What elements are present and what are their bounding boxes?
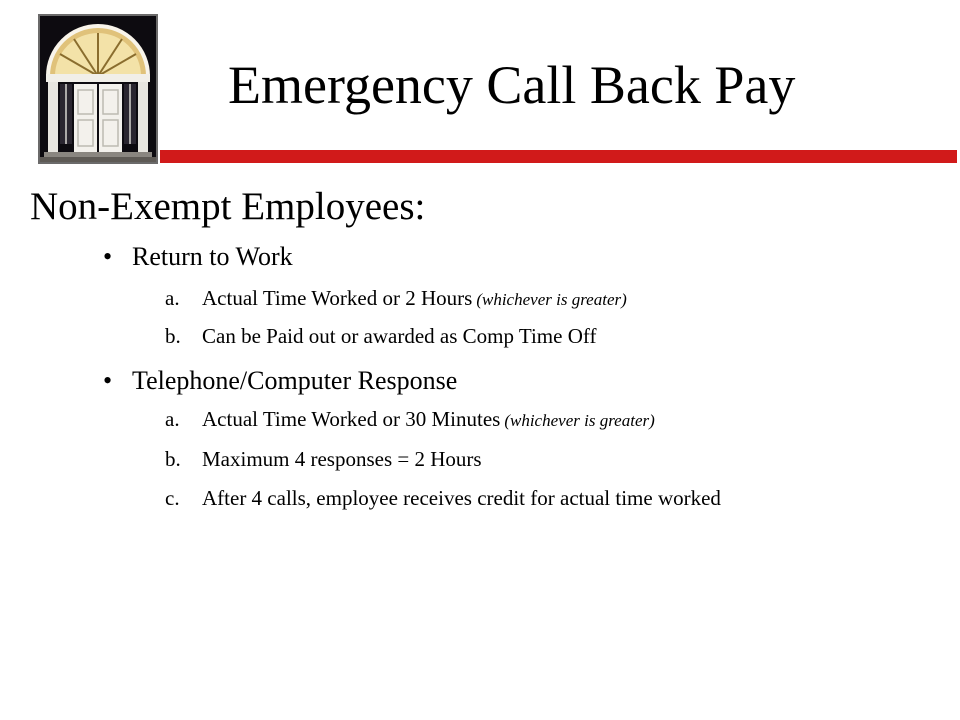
sub-item (165, 445, 482, 473)
sub-item-marker: a. (165, 407, 180, 431)
sub-item-text: Can be Paid out or awarded as Comp Time Off (202, 324, 597, 348)
bullet-label: Telephone/Computer Response (132, 366, 458, 395)
sub-item-marker: c. (165, 486, 180, 510)
sub-item-note: (whichever is greater) (476, 290, 627, 309)
slide-title: Emergency Call Back Pay (228, 55, 796, 115)
doorway-photo (38, 14, 158, 164)
bullet-item (103, 364, 457, 398)
sub-item-note: (whichever is greater) (504, 411, 655, 430)
sub-item (165, 405, 655, 435)
sub-item (165, 284, 627, 314)
bullet-label: Return to Work (132, 242, 293, 271)
sub-item-marker: b. (165, 324, 181, 348)
sub-item-text: After 4 calls, employee receives credit for actual time worked (202, 486, 721, 510)
sub-item-marker: b. (165, 447, 181, 471)
sub-item-text: Actual Time Worked or 30 Minutes (202, 407, 501, 431)
sub-item (165, 484, 721, 512)
sub-item (165, 322, 597, 350)
sub-item-text: Actual Time Worked or 2 Hours (202, 286, 473, 310)
section-heading: Non-Exempt Employees: (30, 185, 426, 228)
title-accent-bar (160, 150, 957, 163)
bullet-dot: • (103, 242, 113, 271)
sub-item-text: Maximum 4 responses = 2 Hours (202, 447, 482, 471)
sub-item-marker: a. (165, 286, 180, 310)
doorway-illustration (38, 14, 158, 164)
bullet-dot: • (103, 366, 113, 395)
bullet-item (103, 240, 293, 274)
